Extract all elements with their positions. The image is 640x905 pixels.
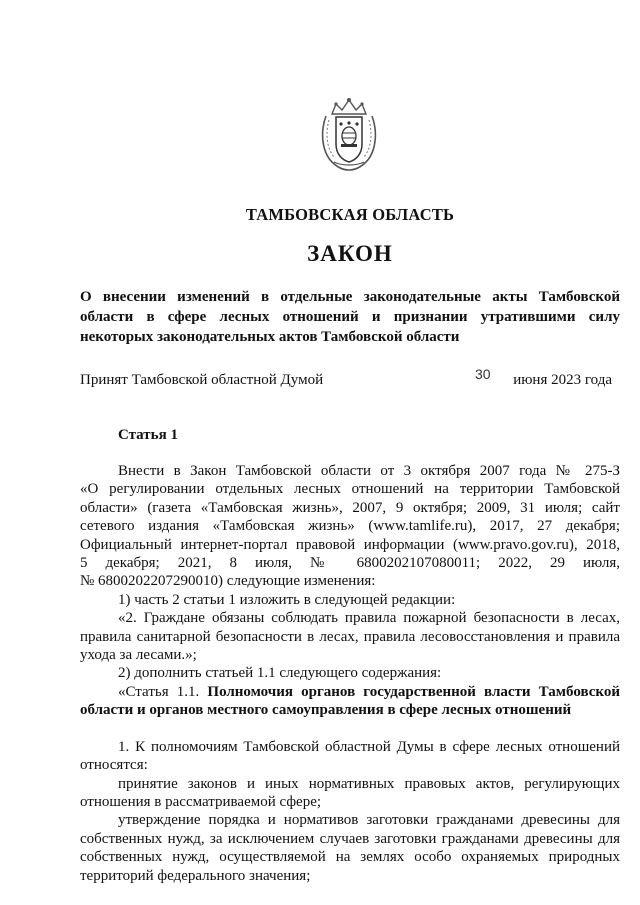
text-line: собственных нужд, за исключением случаев заготовки гражданами древесины для (80, 830, 620, 847)
article-1-1-title: Полномочия органов государственной власти Тамбовской (207, 683, 620, 700)
text-line: 5 декабря; 2021, 8 июля, № 6800202107080011; 2022, 29 июля, (80, 555, 620, 572)
text-line: Внести в Закон Тамбовской области от 3 октября 2007 года № 275-З (118, 463, 620, 479)
text-line: ухода за лесами.»; (80, 647, 197, 664)
article-heading: Статья 1 (118, 427, 178, 443)
text-line: «2. Граждане обязаны соблюдать правила пожарной безопасности в лесах, (118, 610, 620, 627)
coat-of-arms-icon (318, 96, 380, 172)
list-item: 2) дополнить статьей 1.1 следующего содержания: (118, 665, 442, 682)
adoption-line (80, 366, 620, 389)
document-type: ЗАКОН (307, 241, 393, 266)
subject-line: области в сфере лесных отношений и признании утратившими силу (80, 309, 620, 325)
region-title: ТАМБОВСКАЯ ОБЛАСТЬ (245, 205, 455, 224)
text-line: области» (газета «Тамбовская жизнь», 2007, 9 октября; 2009, 31 июля; сайт (80, 499, 620, 516)
adoption-month-year: июня 2023 года (513, 372, 612, 388)
article-1-1-heading-cont (80, 701, 620, 719)
subject-line: некоторых законодательных актов Тамбовской области (80, 329, 460, 345)
text-line: «О регулировании отдельных лесных отношений на территории Тамбовской (80, 481, 620, 498)
adoption-day: 30 (475, 366, 491, 382)
adoption-text: Принят Тамбовской областной Думой (80, 372, 324, 388)
article-body (80, 462, 620, 885)
text-line: сетевого издания «Тамбовская жизнь» (www.tamlife.ru), 2017, 27 декабря; (80, 518, 620, 535)
text-line: территорий федерального значения; (80, 867, 311, 884)
text-line: принятие законов и иных нормативных правовых актов, регулирующих (118, 775, 620, 792)
list-item: 1) часть 2 статьи 1 изложить в следующей редакции: (118, 591, 456, 608)
text-line: собственных нужд, осуществляемой на землях особо охраняемых природных (80, 849, 620, 866)
text-line: относятся: (80, 757, 148, 774)
text-line: 1. К полномочиям Тамбовской областной Думы в сфере лесных отношений (118, 738, 620, 755)
article-1-1-prefix: «Статья 1.1. (118, 683, 208, 700)
article-1-1-title-cont: области и органов местного самоуправления в сфере лесных отношений (80, 702, 572, 719)
article-1-1-heading (80, 683, 620, 701)
text-line: утверждение порядка и нормативов заготовки гражданами древесины для (118, 812, 620, 829)
text-line: № 6800202207290010) следующие изменения: (80, 573, 376, 590)
text-line: Официальный интернет-портал правовой информации (www.pravo.gov.ru), 2018, (80, 536, 620, 553)
text-line: отношения в рассматриваемой сфере; (80, 793, 322, 810)
text-line: правила санитарной безопасности в лесах, правила лесовосстановления и правила (80, 628, 620, 645)
law-subject (80, 287, 620, 347)
subject-line: О внесении изменений в отдельные законодательные акты Тамбовской (80, 289, 620, 305)
